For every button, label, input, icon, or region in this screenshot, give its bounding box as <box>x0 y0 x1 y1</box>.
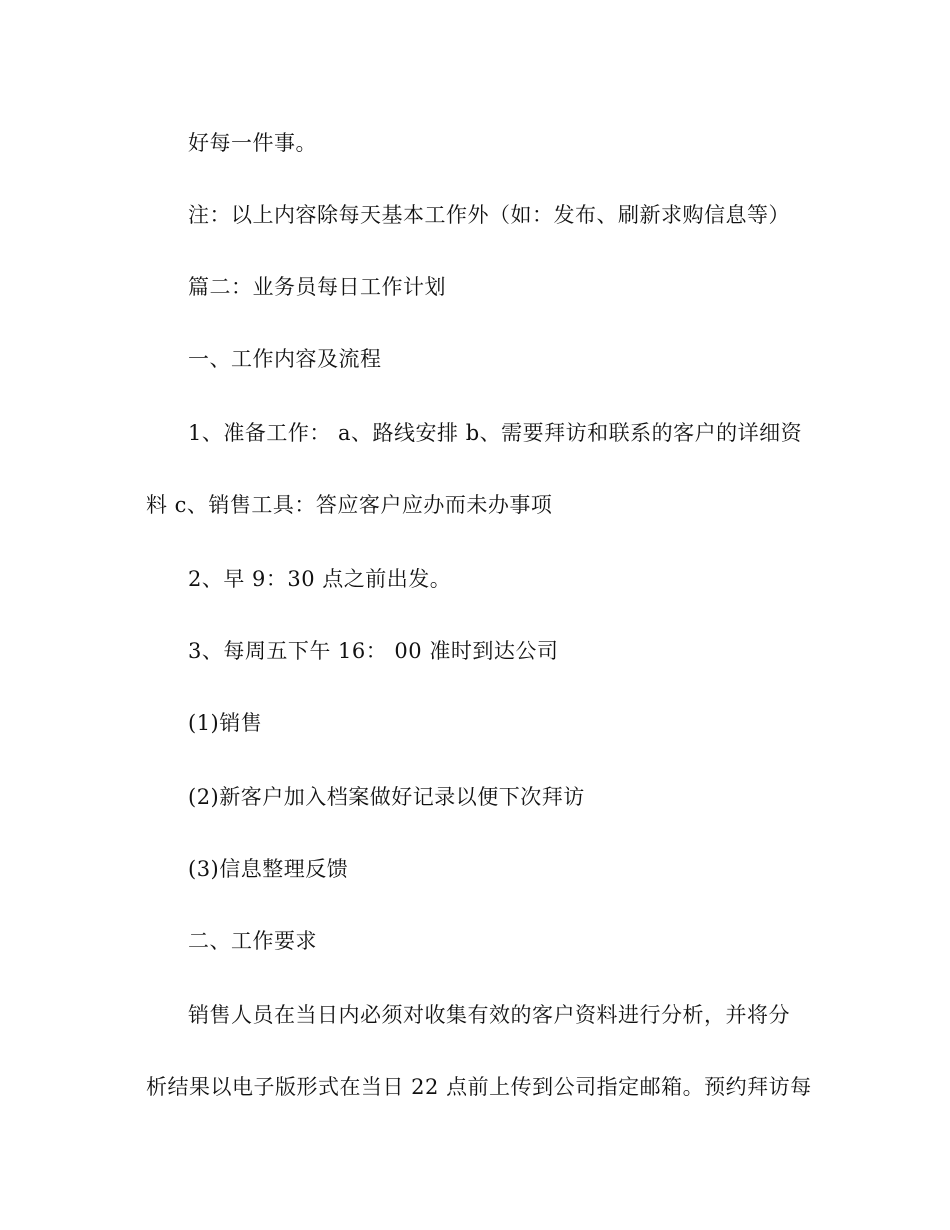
heading-work-content: 一、工作内容及流程 <box>188 347 382 371</box>
sub-item-new-customer: (2)新客户加入档案做好记录以便下次拜访 <box>188 785 585 809</box>
list-item-preparation: 1、准备工作： a、路线安排 b、需要拜访和联系的客户的详细资 <box>188 421 803 445</box>
paragraph-requirements-continued: 析结果以电子版形式在当日 22 点前上传到公司指定邮箱。预约拜访每 <box>146 1075 812 1099</box>
paragraph-line: 好每一件事。 <box>188 131 317 155</box>
note-line: 注：以上内容除每天基本工作外（如：发布、刷新求购信息等） <box>188 203 790 227</box>
list-item-departure: 2、早 9：30 点之前出发。 <box>188 567 452 591</box>
section-title: 篇二：业务员每日工作计划 <box>188 275 446 299</box>
paragraph-requirements: 销售人员在当日内必须对收集有效的客户资料进行分析，并将分 <box>188 1003 790 1027</box>
list-item-friday-return: 3、每周五下午 16： 00 准时到达公司 <box>188 639 559 663</box>
list-item-preparation-continued: 料 c、销售工具：答应客户应办而未办事项 <box>146 493 553 517</box>
heading-work-requirements: 二、工作要求 <box>188 929 317 953</box>
sub-item-info-feedback: (3)信息整理反馈 <box>188 857 349 881</box>
sub-item-sales: (1)销售 <box>188 711 263 735</box>
